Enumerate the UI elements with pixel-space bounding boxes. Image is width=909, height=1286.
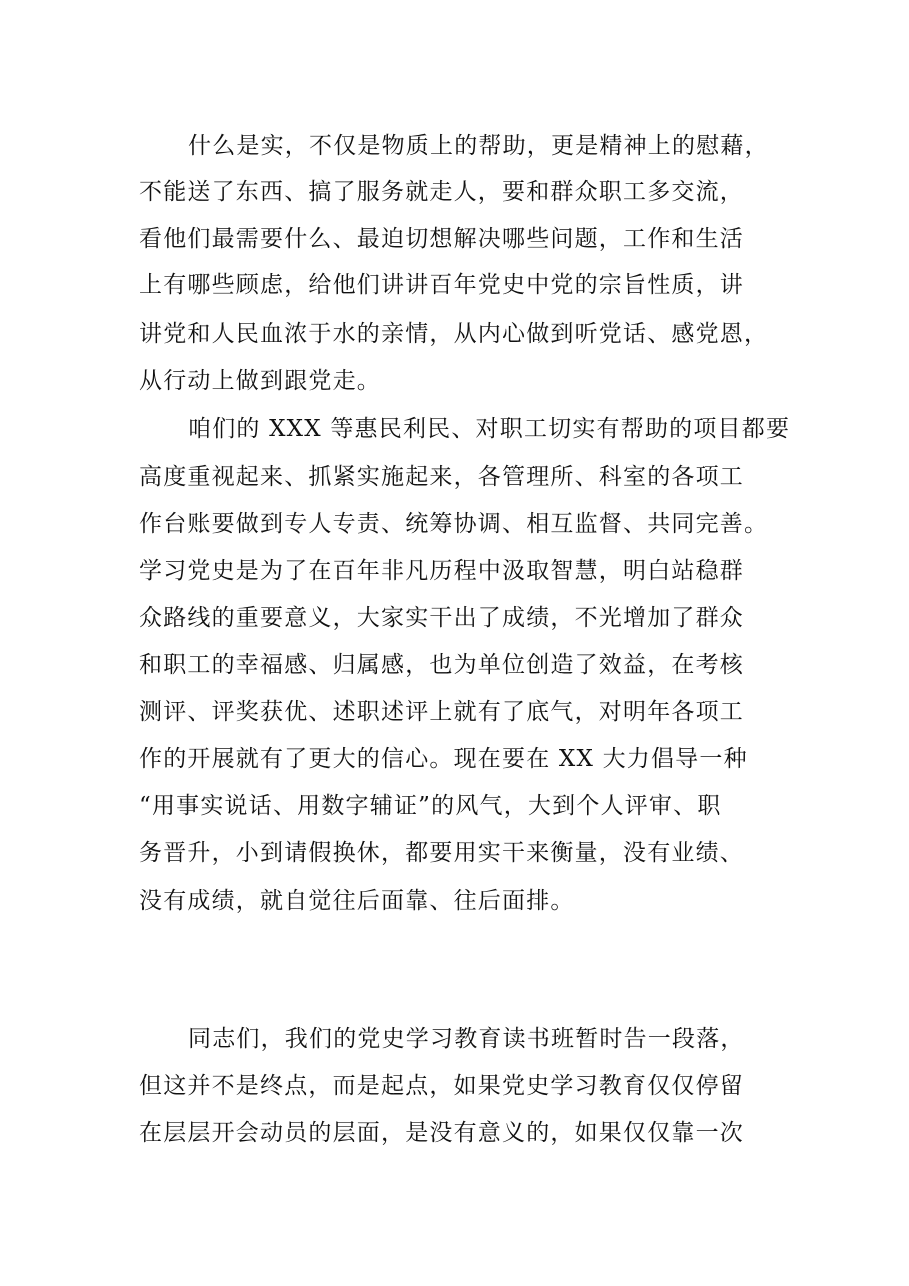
paragraph-3-line-3: 在层层开会动员的层面，是没有意义的，如果仅仅靠一次 [139, 1120, 744, 1146]
paragraph-2-line-4: 学习党史是为了在百年非凡历程中汲取智慧，明白站稳群 [139, 558, 744, 584]
paragraph-2-line-3: 作台账要做到专人专责、统筹协调、相互监督、共同完善。 [139, 511, 769, 537]
paragraph-2-line-6: 和职工的幸福感、归属感，也为单位创造了效益，在考核 [139, 652, 744, 678]
paragraph-2-line-8: 作的开展就有了更大的信心。现在要在 XX 大力倡导一种 [139, 746, 748, 772]
paragraph-3-line-1: 同志们，我们的党史学习教育读书班暂时告一段落， [188, 1026, 745, 1052]
paragraph-1-line-6: 从行动上做到跟党走。 [139, 368, 381, 394]
paragraph-1-line-3: 看他们最需要什么、最迫切想解决哪些问题，工作和生活 [139, 226, 744, 252]
paragraph-2-line-10: 务晋升，小到请假换休，都要用实干来衡量，没有业绩、 [139, 840, 744, 866]
paragraph-2-line-7: 测评、评奖获优、述职述评上就有了底气，对明年各项工 [139, 699, 744, 725]
paragraph-2-line-2: 高度重视起来、抓紧实施起来，各管理所、科室的各项工 [139, 464, 744, 490]
paragraph-3-line-2: 但这并不是终点，而是起点，如果党史学习教育仅仅停留 [139, 1073, 744, 1099]
paragraph-2-line-11: 没有成绩，就自觉往后面靠、往后面排。 [139, 888, 575, 914]
paragraph-2-line-1: 咱们的 XXX 等惠民利民、对职工切实有帮助的项目都要 [188, 416, 791, 442]
paragraph-1-line-5: 讲党和人民血浓于水的亲情，从内心做到听党话、感党恩， [139, 321, 769, 347]
paragraph-2-line-9: “用事实说话、用数字辅证”的风气，大到个人评审、职 [139, 793, 722, 819]
paragraph-1-line-1: 什么是实，不仅是物质上的帮助，更是精神上的慰藉， [188, 133, 769, 159]
paragraph-1-line-2: 不能送了东西、搞了服务就走人，要和群众职工多交流， [139, 179, 744, 205]
paragraph-2-line-5: 众路线的重要意义，大家实干出了成绩，不光增加了群众 [139, 605, 744, 631]
paragraph-1-line-4: 上有哪些顾虑，给他们讲讲百年党史中党的宗旨性质，讲 [139, 272, 744, 298]
